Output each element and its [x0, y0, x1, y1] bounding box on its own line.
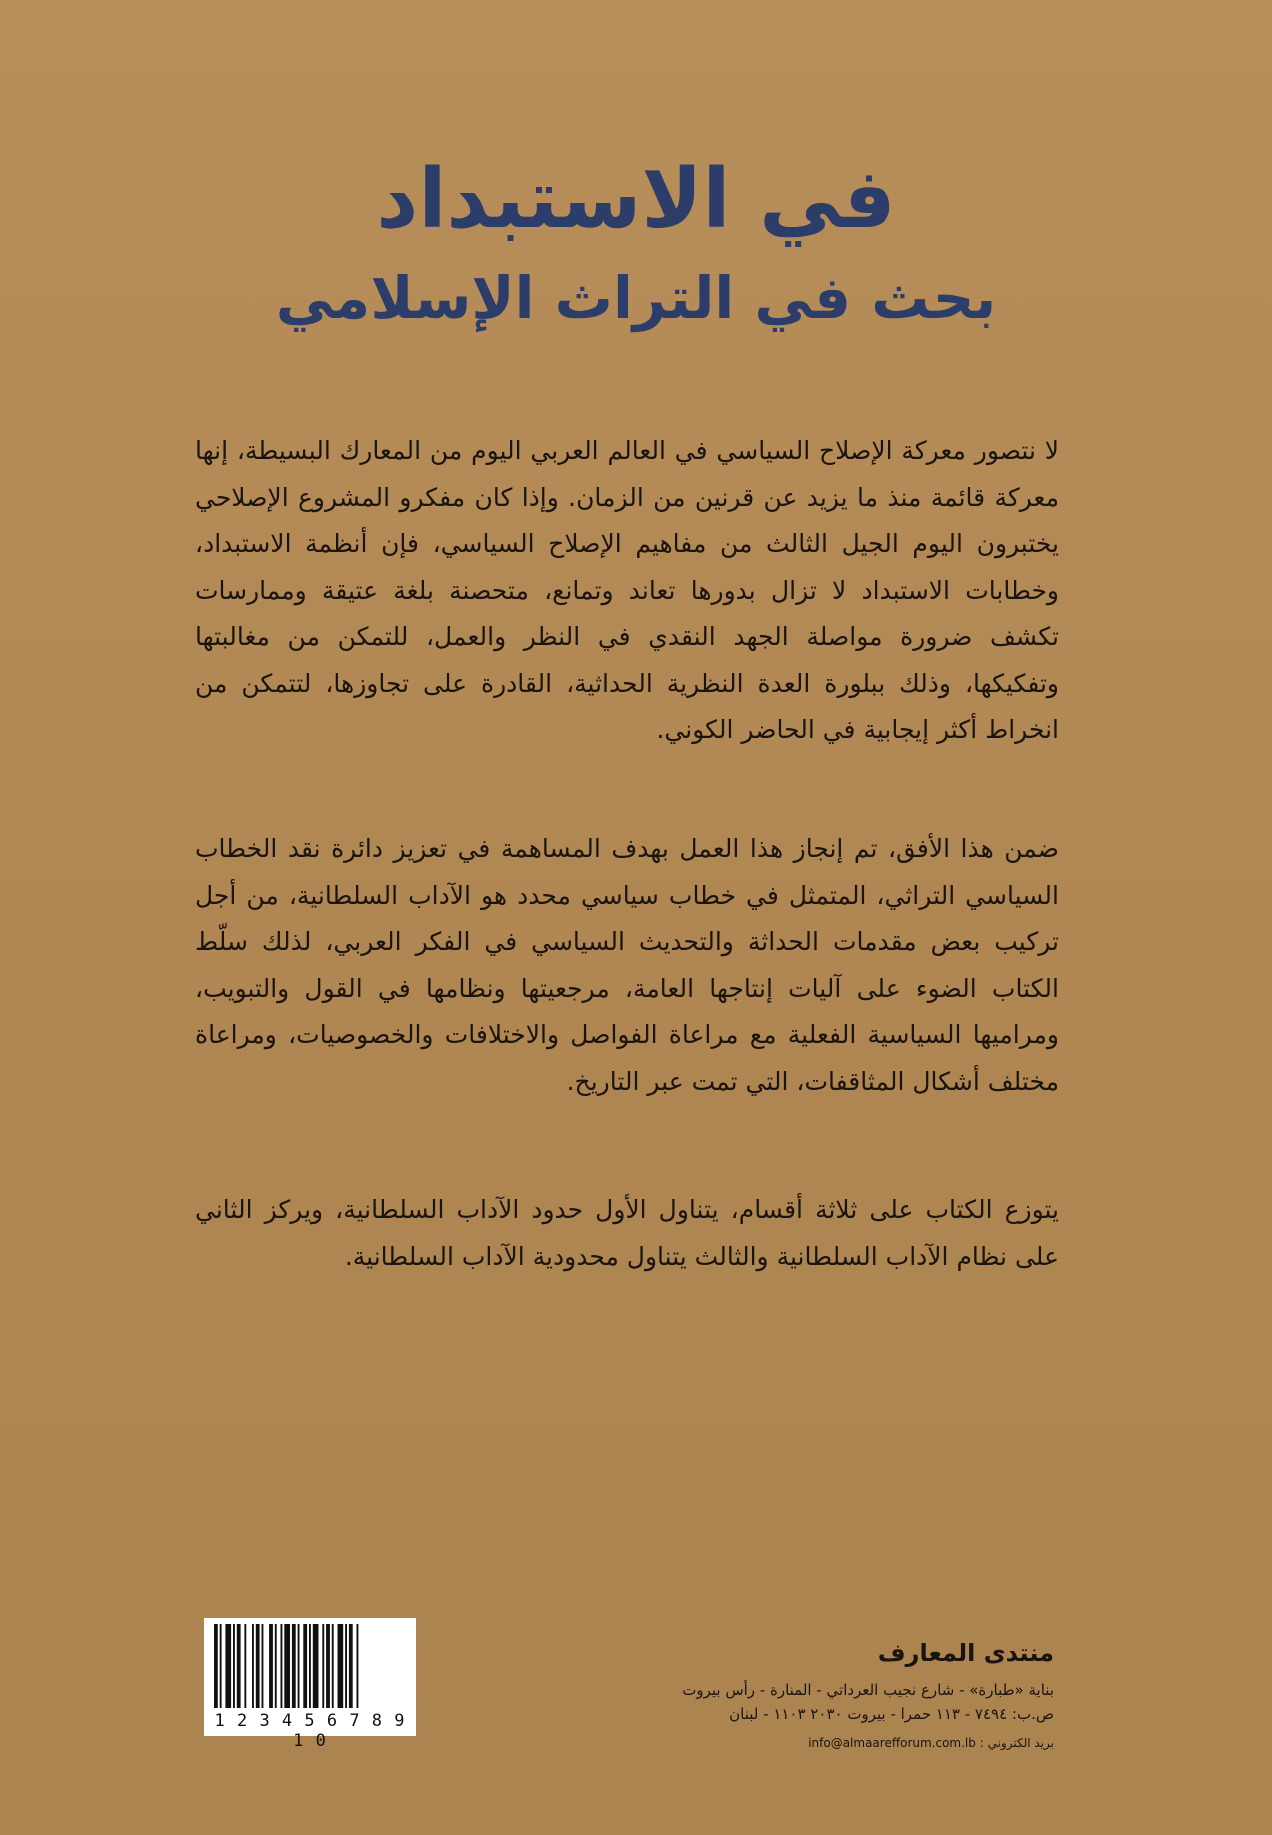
blurb-paragraph-2: ضمن هذا الأفق، تم إنجاز هذا العمل بهدف المساهمة في تعزيز دائرة نقد الخطاب السياسي التراثي، المتمثل في خطاب سياسي محدد هو الآداب السلطانية، من أجل تركيب بعض مقدمات الحداثة والتحديث السياسي في الفكر العربي، لذلك سلّط الكتاب الضوء على آليات إنتاجها العامة، مرجعيتها ونظامها في القول والتبويب، ومراميها السياسية الفعلية مع مراعاة الفواصل والاختلافات والخصوصيات، ومراعاة مختلف أشكال المثاقفات، التي تمت عبر التاريخ. [195, 834, 1059, 1096]
publisher-email-line [560, 1732, 1054, 1754]
email-address: info@almaarefforum.com.lb [808, 1736, 976, 1750]
barcode [204, 1618, 416, 1751]
blurb-paragraph-3: يتوزع الكتاب على ثلاثة أقسام، يتناول الأول حدود الآداب السلطانية، ويركز الثاني على نظام الآداب السلطانية والثالث يتناول محدودية الآداب السلطانية. [195, 1195, 1059, 1271]
title-block [0, 145, 1272, 337]
publisher-address-1: بناية «طبارة» - شارع نجيب العرداتي - المنارة - رأس بيروت [682, 1681, 1054, 1699]
barcode-digits: 1 2 3 4 5 6 7 8 9 1 0 [214, 1711, 406, 1751]
publisher-address-2: ص.ب: ٧٤٩٤ - ١١٣ حمرا - بيروت ٢٠٣٠ ١١٠٣ - لبنان [729, 1705, 1054, 1723]
email-label: بريد الكتروني : [979, 1736, 1054, 1750]
publisher-block [560, 1636, 1054, 1754]
publisher-name: منتدى المعارف [877, 1639, 1054, 1667]
barcode-bars-icon [212, 1624, 408, 1708]
blurb-paragraph-1: لا نتصور معركة الإصلاح السياسي في العالم العربي اليوم من المعارك البسيطة، إنها معركة قائمة منذ ما يزيد عن قرنين من الزمان. وإذا كان مفكرو المشروع الإصلاحي يختبرون اليوم الجيل الثالث من مفاهيم الإصلاح السياسي، فإن أنظمة الاستبداد، وخطابات الاستبداد لا تزال بدورها تعاند وتمانع، متحصنة بلغة عتيقة وممارسات تكشف ضرورة مواصلة الجهد النقدي في النظر والعمل، للتمكن من مغالبتها وتفكيكها، وذلك ببلورة العدة النظرية الحداثية، القادرة على تجاوزها، لتتمكن من انخراط أكثر إيجابية في الحاضر الكوني. [195, 436, 1059, 744]
book-subtitle: بحث في التراث الإسلامي [275, 264, 997, 332]
book-title: في الاستبداد [376, 152, 896, 247]
